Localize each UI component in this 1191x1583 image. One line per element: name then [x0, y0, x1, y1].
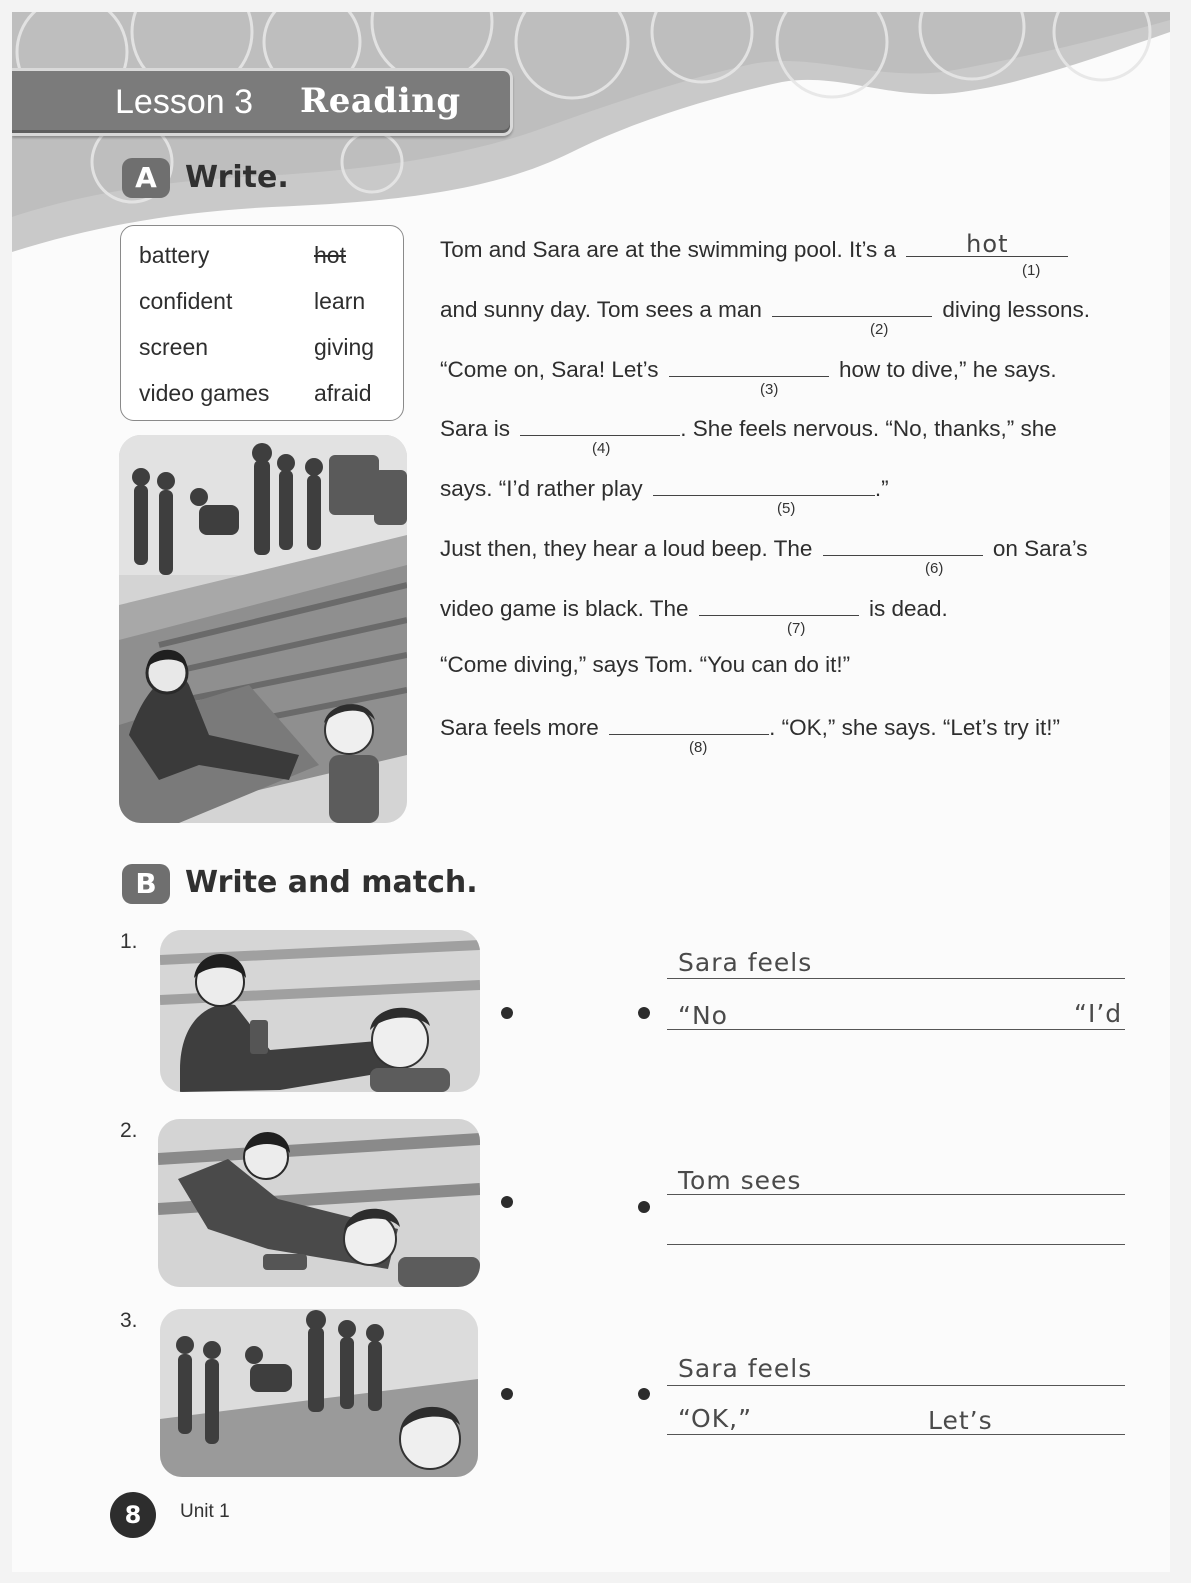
match-dot-left-1[interactable]: [501, 1007, 513, 1019]
answer-line-2a[interactable]: [667, 1194, 1125, 1195]
word-afraid: afraid: [314, 380, 372, 406]
blank-number-4: (4): [592, 440, 611, 457]
pool-scene-illustration: [119, 435, 407, 823]
section-b-badge: B: [122, 864, 170, 904]
story-line-4: [440, 413, 1057, 442]
blank-5[interactable]: [653, 473, 875, 496]
story-text: Just then, they hear a loud beep. The: [440, 536, 813, 561]
story-line-2: [440, 294, 1090, 323]
lesson-header-bar: [12, 68, 513, 136]
story-text: diving lessons.: [942, 297, 1090, 322]
answer-3-line-2-end: Let’s: [928, 1406, 993, 1435]
story-text: “Come on, Sara! Let’s: [440, 357, 659, 382]
blank-number-3: (3): [760, 381, 779, 398]
answer-1-line-1: Sara feels: [678, 948, 813, 977]
match-dot-left-3[interactable]: [501, 1388, 513, 1400]
word-battery: battery: [139, 242, 210, 268]
word-video-games: video games: [139, 380, 270, 406]
blank-number-1: (1): [1022, 262, 1041, 279]
section-a-badge: A: [122, 158, 170, 198]
lesson-title: Reading: [300, 81, 461, 121]
match-dot-right-3[interactable]: [638, 1388, 650, 1400]
item-number-2: 2.: [120, 1119, 138, 1142]
answer-1-line-2-start: “No: [678, 1001, 728, 1030]
blank-3[interactable]: [669, 354, 829, 377]
story-text: . “OK,” she says. “Let’s try it!”: [769, 715, 1060, 740]
story-text: says. “I’d rather play: [440, 476, 643, 501]
word-learn: learn: [314, 288, 366, 314]
blank-4[interactable]: [520, 413, 680, 436]
story-text: Sara feels more: [440, 715, 599, 740]
blank-number-2: (2): [870, 321, 889, 338]
story-text: is dead.: [869, 596, 948, 621]
section-b-title: Write and match.: [185, 865, 478, 900]
page-number-badge: 8: [110, 1492, 156, 1538]
match-dot-right-2[interactable]: [638, 1201, 650, 1213]
story-line-6: [440, 533, 1088, 562]
match-image-2: [158, 1119, 480, 1287]
match-image-3: [160, 1309, 478, 1477]
answer-2-line-1: Tom sees: [678, 1166, 802, 1195]
answer-line-1b[interactable]: [667, 1029, 1125, 1030]
item-number-1: 1.: [120, 930, 138, 953]
blank-8[interactable]: [609, 712, 769, 735]
word-hot-crossed: hot: [314, 242, 346, 268]
word-screen: screen: [139, 334, 209, 360]
blank-7[interactable]: [699, 593, 859, 616]
answer-1-line-2-end: “I’d: [1074, 999, 1123, 1028]
answer-line-1a[interactable]: [667, 978, 1125, 979]
story-line-5: [440, 473, 889, 502]
story-line-1: [440, 230, 1068, 263]
story-text: Sara is: [440, 416, 511, 441]
section-a-title: Write.: [185, 160, 289, 195]
story-line-7: [440, 593, 948, 622]
word-box: [120, 225, 404, 421]
answer-3-line-1: Sara feels: [678, 1354, 813, 1383]
story-text: and sunny day. Tom sees a man: [440, 297, 762, 322]
blank-1[interactable]: [906, 230, 1068, 258]
blank-6[interactable]: [823, 533, 983, 556]
blank-number-7: (7): [787, 620, 806, 637]
lesson-label: Lesson 3: [115, 83, 253, 121]
story-text: . She feels nervous. “No, thanks,” she: [680, 416, 1057, 441]
story-text: on Sara’s: [992, 536, 1088, 561]
story-text: Tom and Sara are at the swimming pool. It’s a: [440, 237, 897, 262]
answer-line-3a[interactable]: [667, 1385, 1125, 1386]
unit-label: Unit 1: [180, 1501, 230, 1522]
story-text: video game is black. The: [440, 596, 689, 621]
word-confident: confident: [139, 288, 233, 314]
blank-number-6: (6): [925, 560, 944, 577]
item-number-3: 3.: [120, 1309, 138, 1332]
workbook-page: [12, 12, 1170, 1572]
answer-hot: hot: [966, 230, 1009, 258]
story-text: how to dive,” he says.: [838, 357, 1057, 382]
story-text: .”: [874, 476, 889, 501]
answer-3-line-2-start: “OK,”: [678, 1404, 753, 1433]
word-giving: giving: [314, 334, 375, 360]
blank-2[interactable]: [772, 294, 932, 317]
answer-line-3b[interactable]: [667, 1434, 1125, 1435]
story-line-8: “Come diving,” says Tom. “You can do it!”: [440, 652, 851, 677]
story-line-3: [440, 354, 1057, 383]
match-dot-right-1[interactable]: [638, 1007, 650, 1019]
blank-number-8: (8): [689, 739, 708, 756]
blank-number-5: (5): [777, 500, 796, 517]
answer-line-2b[interactable]: [667, 1244, 1125, 1245]
match-image-1: [160, 930, 480, 1092]
story-line-9: [440, 712, 1060, 741]
match-dot-left-2[interactable]: [501, 1196, 513, 1208]
